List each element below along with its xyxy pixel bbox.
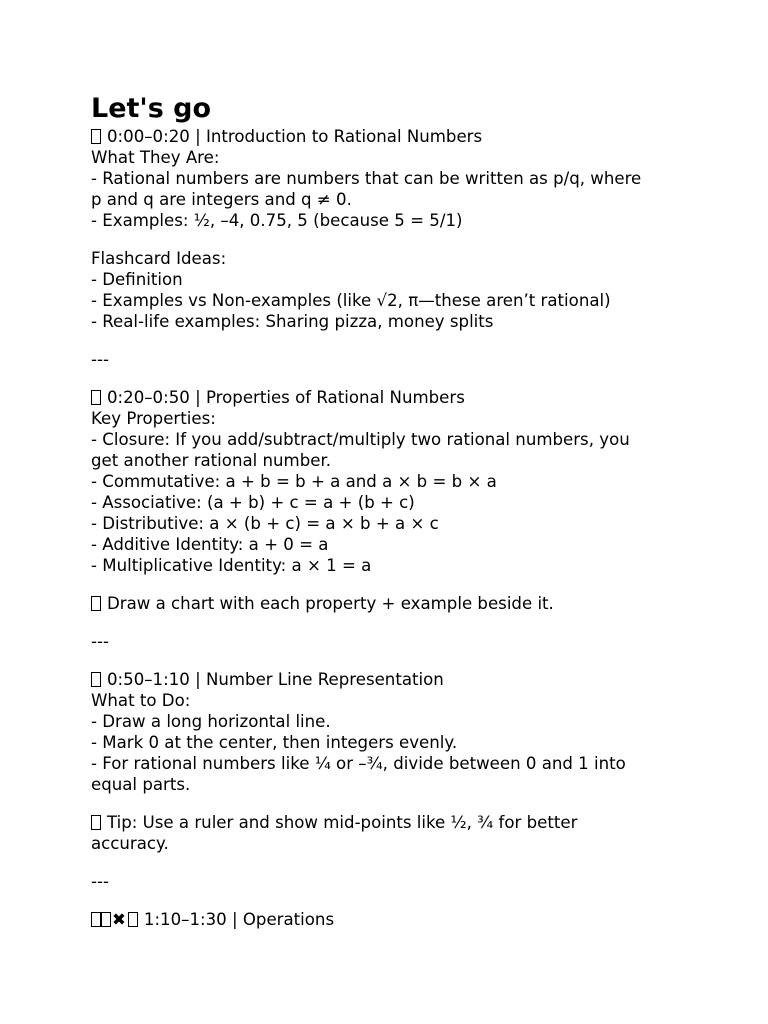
- missing-glyph-icon: [101, 912, 111, 927]
- missing-glyph-icon: [128, 912, 138, 927]
- section-heading-text: 0:50–1:10 | Number Line Representation: [107, 670, 444, 689]
- text-line: - Closure: If you add/subtract/multiply two rational numbers, you: [91, 430, 630, 449]
- paragraph-gap: [91, 370, 691, 387]
- missing-glyph-icon: [91, 596, 101, 611]
- text-line: equal parts.: [91, 775, 191, 794]
- text-line: - Examples: ½, –4, 0.75, 5 (because 5 = 5/1): [91, 211, 463, 230]
- section-heading-text: 0:20–0:50 | Properties of Rational Numbers: [107, 388, 465, 407]
- text-line: - Distributive: a × (b + c) = a × b + a × c: [91, 514, 439, 533]
- separator: ---: [91, 350, 109, 369]
- note-text: Draw a chart with each property + example beside it.: [107, 594, 554, 613]
- separator: ---: [91, 872, 109, 891]
- text-line: - For rational numbers like ¼ or –¾, divide between 0 and 1 into: [91, 754, 626, 773]
- text-line: - Mark 0 at the center, then integers evenly.: [91, 733, 458, 752]
- missing-glyph-icon: [91, 390, 101, 405]
- paragraph-gap: [91, 892, 691, 909]
- note-line: [91, 593, 691, 614]
- paragraph-gap: [91, 614, 691, 631]
- text-line: - Multiplicative Identity: a × 1 = a: [91, 556, 372, 575]
- text-line: - Commutative: a + b = b + a and a × b = b × a: [91, 472, 497, 491]
- text-line: - Definition: [91, 270, 183, 289]
- tip-line: [91, 812, 691, 833]
- tip-line-continued: accuracy.: [91, 834, 169, 853]
- subheading: Key Properties:: [91, 409, 216, 428]
- missing-glyph-icon: [91, 912, 101, 927]
- document-page: [91, 92, 691, 930]
- missing-glyph-icon: [91, 672, 101, 687]
- section-heading-text: 1:10–1:30 | Operations: [143, 910, 335, 929]
- paragraph-gap: [91, 332, 691, 349]
- text-line: p and q are integers and q ≠ 0.: [91, 190, 352, 209]
- subheading: What They Are:: [91, 148, 220, 167]
- missing-glyph-icon: [91, 129, 101, 144]
- missing-glyph-icon: [91, 815, 101, 830]
- paragraph-gap: [91, 652, 691, 669]
- subheading: Flashcard Ideas:: [91, 249, 227, 268]
- text-line: - Rational numbers are numbers that can be written as p/q, where: [91, 169, 642, 188]
- subheading: What to Do:: [91, 691, 191, 710]
- paragraph-gap: [91, 795, 691, 812]
- heavy-x-icon: ✖: [112, 910, 126, 929]
- text-line: get another rational number.: [91, 451, 332, 470]
- section-heading-number-line: [91, 669, 691, 690]
- separator: ---: [91, 632, 109, 651]
- text-line: - Examples vs Non-examples (like √2, π—these aren’t rational): [91, 291, 611, 310]
- text-line: - Real-life examples: Sharing pizza, money splits: [91, 312, 494, 331]
- text-line: - Associative: (a + b) + c = a + (b + c): [91, 493, 415, 512]
- text-line: - Additive Identity: a + 0 = a: [91, 535, 329, 554]
- section-heading-introduction: [91, 126, 691, 147]
- paragraph-gap: [91, 576, 691, 593]
- section-heading-text: 0:00–0:20 | Introduction to Rational Numbers: [107, 127, 483, 146]
- paragraph-gap: [91, 231, 691, 248]
- section-heading-operations: [91, 909, 691, 930]
- page-title: Let's go: [91, 93, 212, 124]
- text-line: - Draw a long horizontal line.: [91, 712, 331, 731]
- tip-text: Tip: Use a ruler and show mid-points like ½, ¾ for better: [107, 813, 578, 832]
- section-heading-properties: [91, 387, 691, 408]
- paragraph-gap: [91, 854, 691, 871]
